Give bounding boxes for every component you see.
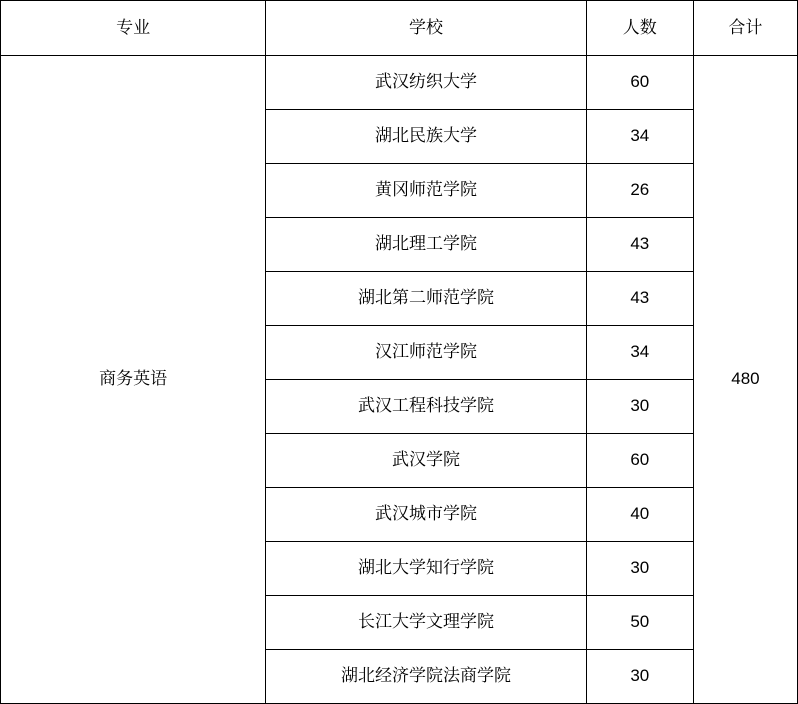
cell-school: 汉江师范学院 [266, 326, 586, 380]
cell-school: 湖北第二师范学院 [266, 272, 586, 326]
cell-school: 武汉学院 [266, 434, 586, 488]
cell-school: 湖北大学知行学院 [266, 542, 586, 596]
cell-count: 43 [586, 272, 693, 326]
cell-count: 40 [586, 488, 693, 542]
cell-school: 武汉工程科技学院 [266, 380, 586, 434]
cell-school: 湖北民族大学 [266, 110, 586, 164]
cell-count: 60 [586, 56, 693, 110]
table-header-row [1, 1, 798, 56]
cell-school: 长江大学文理学院 [266, 596, 586, 650]
cell-count: 34 [586, 110, 693, 164]
table-row [1, 56, 798, 110]
cell-school: 武汉城市学院 [266, 488, 586, 542]
cell-school: 武汉纺织大学 [266, 56, 586, 110]
column-header-total: 合计 [693, 1, 797, 56]
cell-count: 50 [586, 596, 693, 650]
cell-count: 30 [586, 650, 693, 704]
cell-major-name: 商务英语 [1, 56, 266, 704]
column-header-major: 专业 [1, 1, 266, 56]
cell-school: 湖北经济学院法商学院 [266, 650, 586, 704]
cell-count: 26 [586, 164, 693, 218]
cell-count: 34 [586, 326, 693, 380]
column-header-count: 人数 [586, 1, 693, 56]
column-header-school: 学校 [266, 1, 586, 56]
cell-count: 30 [586, 380, 693, 434]
cell-count: 43 [586, 218, 693, 272]
table-body [1, 56, 798, 704]
cell-total: 480 [693, 56, 797, 704]
cell-count: 60 [586, 434, 693, 488]
cell-school: 湖北理工学院 [266, 218, 586, 272]
cell-count: 30 [586, 542, 693, 596]
table-header [1, 1, 798, 56]
cell-school: 黄冈师范学院 [266, 164, 586, 218]
